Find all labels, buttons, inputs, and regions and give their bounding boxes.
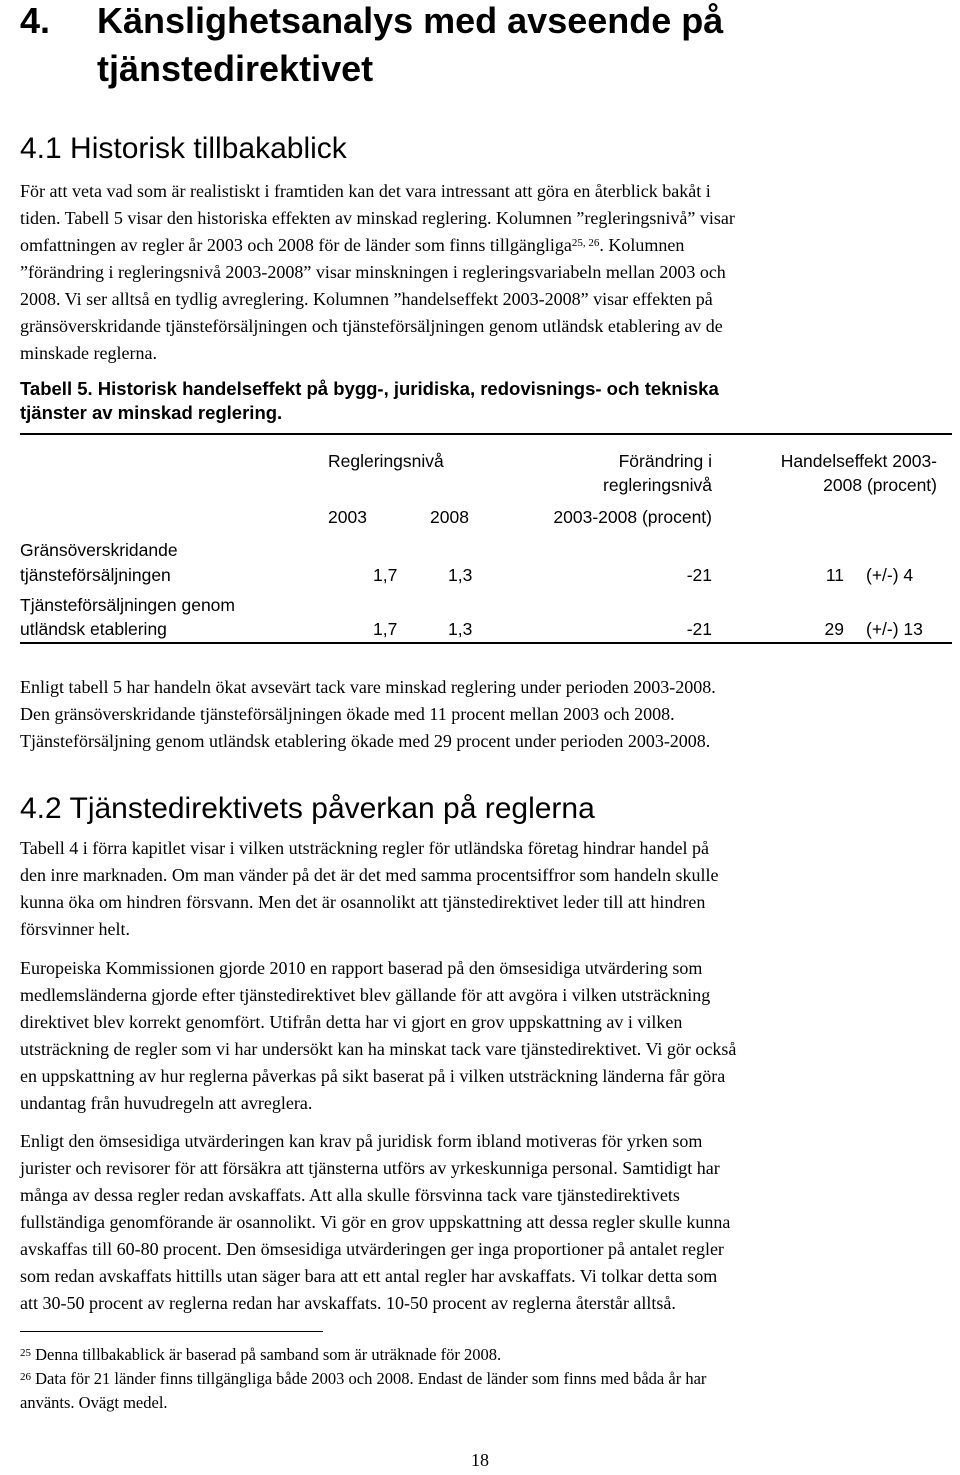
paragraph-line: Tjänsteförsäljning genom utländsk etablering ökade med 29 procent under perioden 2003-2008. [20,731,711,751]
paragraph-line: minskade reglerna. [20,343,157,363]
paragraph-line: Den gränsöverskridande tjänsteförsäljningen ökade med 11 procent mellan 2003 och 2008. [20,704,675,724]
footnote-text: Denna tillbakablick är baserad på samband som är uträknade för 2008. [35,1345,502,1364]
paragraph-line: en uppskattning av hur reglerna påverkas på sikt baserat på i vilken utsträckning länderna får göra [20,1066,726,1086]
footnote-25 [20,1343,950,1367]
paragraph-line: fullständiga genomförande är osannolikt. Vi gör en grov uppskattning att dessa regler skulle kunna [20,1212,731,1232]
row2-label-line1: Tjänsteförsäljningen genom [20,595,235,615]
row1-2003: 1,7 [373,565,398,585]
summary-paragraph [20,674,950,755]
footnote-number: 26 [20,1371,31,1383]
footnote-text-cont: använts. Ovägt medel. [20,1393,168,1412]
row2-2008: 1,3 [448,619,473,639]
footnote-separator [20,1331,323,1332]
chapter-title-line2: tjänstedirektivet [97,48,374,89]
row1-label-line1: Gränsöverskridande [20,540,178,560]
row1-label-line2: tjänsteförsäljningen [20,565,171,585]
paragraph-line: Enligt tabell 5 har handeln ökat avsevärt tack vare minskad reglering under perioden 2003-2008. [20,677,716,697]
paragraph-line: direktivet blev korrekt genomfört. Utifrån detta har vi gjort en grov uppskattning av i vilken [20,1012,683,1032]
row2-label-line2: utländsk etablering [20,619,167,639]
section2-paragraph-3 [20,1128,950,1317]
paragraph-line: den inre marknaden. Om man vänder på det är det med samma procentsiffror som handeln skulle [20,865,719,885]
row1-margin: (+/-) 4 [866,565,914,585]
paragraph-line: utsträckning de regler som vi har undersökt kan ha minskat tack vare tjänstedirektivet. Vi gör också [20,1039,737,1059]
table-caption-line1: Tabell 5. Historisk handelseffekt på bygg-, juridiska, redovisnings- och tekniska [20,378,719,399]
header-regleringsniva: Regleringsnivå [328,451,444,471]
footnote-refs[interactable]: 25, 26 [571,237,600,249]
table-bottom-rule [20,642,952,644]
paragraph-line: Enligt den ömsesidiga utvärderingen kan krav på juridisk form ibland motiveras för yrken som [20,1131,703,1151]
page-number: 18 [471,1450,489,1470]
footnote-number: 25 [20,1347,31,1359]
chapter-title-line1: Känslighetsanalys med avseende på [97,0,724,41]
header-handelseffekt-line2: 2008 (procent) [823,475,937,495]
header-handelseffekt-line1: Handelseffekt 2003- [780,451,937,471]
section1-paragraph [20,178,950,367]
paragraph-line: som redan avskaffats hittills utan säger bara att ett antal regler har avskaffats. Vi tolkar detta som [20,1266,718,1286]
paragraph-line: jurister och revisorer för att försäkra att tjänsterna utförs av yrkeskunniga personal. Samtidigt har [20,1158,720,1178]
header-forandring-line1: Förändring i [618,451,712,471]
table-caption-line2: tjänster av minskad reglering. [20,402,283,423]
paragraph-line: För att veta vad som är realistiskt i framtiden kan det vara intressant att göra en återblick bakåt i [20,181,711,201]
header-period: 2003-2008 (procent) [553,507,712,527]
section-heading-4-2: 4.2 Tjänstedirektivets påverkan på reglerna [20,792,595,825]
paragraph-line: försvinner helt. [20,919,130,939]
header-year-2008: 2008 [430,507,469,527]
paragraph-line: avskaffas till 60-80 procent. Den ömsesidiga utvärderingen ger inga proportioner på antalet regler [20,1239,724,1259]
paragraph-line: medlemsländerna gjorde efter tjänstedirektivet blev gällande för att avgöra i vilken utsträckning [20,985,711,1005]
paragraph-line: Tabell 4 i förra kapitlet visar i vilken utsträckning regler för utländska företag hindrar handel på [20,838,709,858]
paragraph-line: 2008. Vi ser alltså en tydlig avreglering. Kolumnen ”handelseffekt 2003-2008” visar effekten på [20,289,713,309]
row2-change: -21 [686,619,712,639]
section2-paragraph-1 [20,835,950,943]
paragraph-line: undantag från huvudregeln att avreglera. [20,1093,313,1113]
row1-change: -21 [686,565,712,585]
paragraph-line: omfattningen av regler år 2003 och 2008 för de länder som finns tillgängliga$^{25, 26}$. Kolumnen [20,235,685,255]
footnote-26 [20,1367,950,1415]
chapter-number: 4. [20,0,51,41]
header-year-2003: 2003 [328,507,367,527]
paragraph-line: kunna öka om hindren försvann. Men det är osannolikt att tjänstedirektivet leder till att hindren [20,892,706,912]
paragraph-line: att 30-50 procent av reglerna redan har avskaffats. 10-50 procent av reglerna återstår alltså. [20,1293,676,1313]
footnote-text: Data för 21 länder finns tillgängliga både 2003 och 2008. Endast de länder som finns med båda år har [35,1369,707,1388]
row1-2008: 1,3 [448,565,473,585]
paragraph-line: gränsöverskridande tjänsteförsäljningen och tjänsteförsäljningen genom utländsk etablering av de [20,316,723,336]
paragraph-line: Europeiska Kommissionen gjorde 2010 en rapport baserad på den ömsesidiga utvärdering som [20,958,703,978]
section2-paragraph-2 [20,955,950,1117]
row2-margin: (+/-) 13 [866,619,923,639]
row2-2003: 1,7 [373,619,398,639]
header-forandring-line2: regleringsnivå [603,475,712,495]
paragraph-line: många av dessa regler redan avskaffats. Att alla skulle försvinna tack vare tjänstedirektivets [20,1185,680,1205]
section-heading-4-1: 4.1 Historisk tillbakablick [20,132,347,165]
row2-effect: 29 [824,619,844,639]
paragraph-line: tiden. Tabell 5 visar den historiska effekten av minskad reglering. Kolumnen ”regleringsnivå” visar [20,208,735,228]
table-top-rule [20,433,952,435]
paragraph-line: ”förändring i regleringsnivå 2003-2008” visar minskningen i regleringsvariabeln mellan 2003 och [20,262,726,282]
row1-effect: 11 [825,565,844,585]
